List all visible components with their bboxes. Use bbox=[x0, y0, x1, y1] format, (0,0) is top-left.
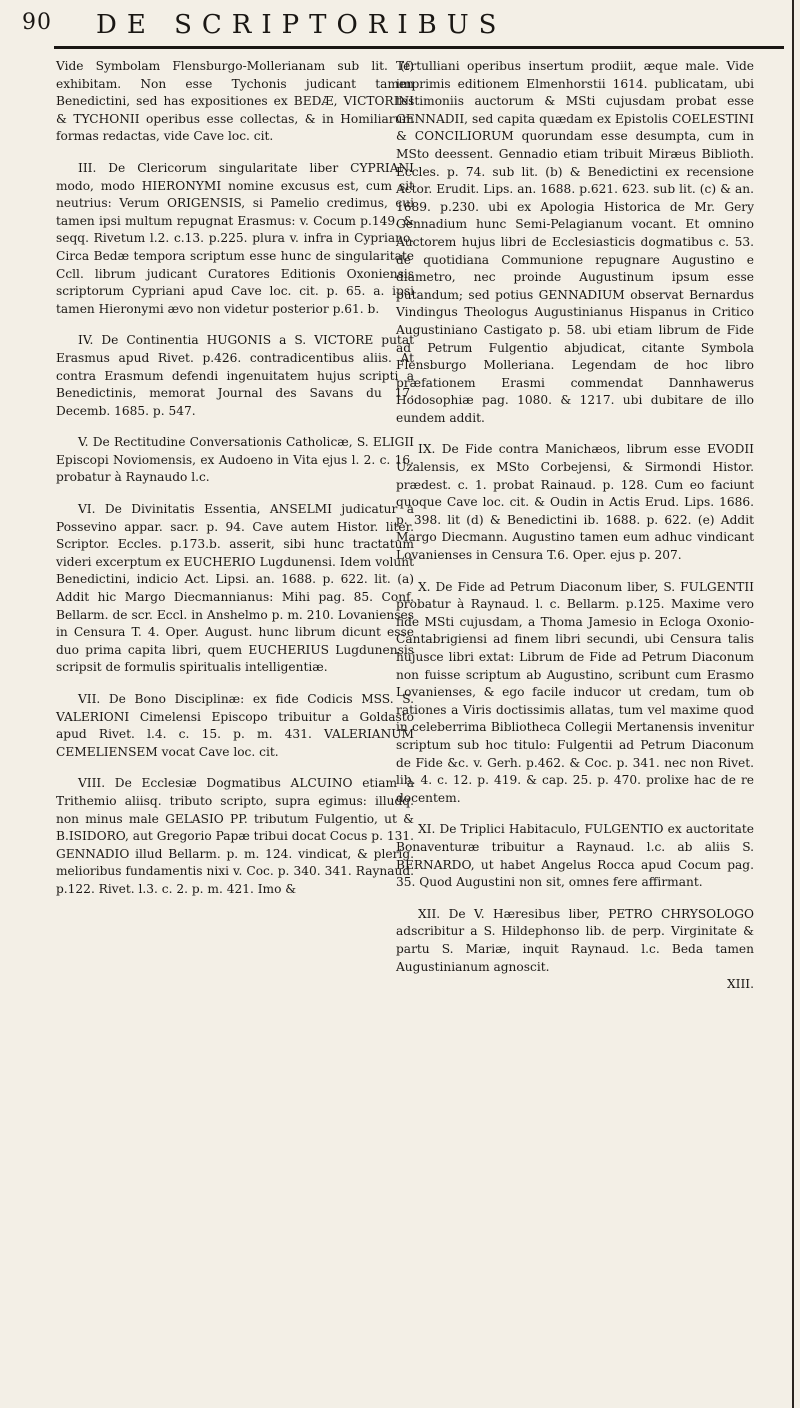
right-column bbox=[396, 58, 754, 994]
header-rule bbox=[54, 46, 784, 49]
paragraph-iii: III. De Clericorum singularitate liber CYPRIANI modo, modo HIERONYMI nomine excusus est, cum sit neutrius: Verum ORIGENSIS, si Pamelio credimus, cui tamen ipsi multum repugnat Erasmus: v. Cocum p.149. & seqq. Rivetum l.2. c.13. p.225. plura v. infra in Cypriano. Circa Bedæ tempora scriptum esse hunc de singularitate Ccll. librum judicant Curatores Editionis Oxoniensis scriptorum Cypriani apud Cave loc. cit. p. 65. a. ipsi tamen Hieronymi ævo non videtur posterior p.61. b. bbox=[56, 160, 414, 316]
page-edge bbox=[792, 0, 794, 1408]
paragraph-v: V. De Rectitudine Conversationis Catholicæ, S. ELIGII Episcopi Noviomensis, ex Audoeno in Vita ejus l. 2. c. 16. probatur à Raynaudo l.c. bbox=[56, 435, 414, 485]
running-title: DE SCRIPTORIBUS bbox=[96, 10, 507, 40]
left-column bbox=[56, 58, 414, 899]
paragraph-xii: XII. De V. Hæresibus liber, PETRO CHRYSOLOGO adscribitur a S. Hildephonso lib. de perp. Virginitate & partu S. Mariæ, inquit Raynaud. l.c. Beda tamen Augustinianum agnoscit. bbox=[396, 906, 754, 974]
paragraph-xi: XI. De Triplici Habitaculo, FULGENTIO ex auctoritate Bonaventuræ tribuitur a Raynaud. l.c. ab aliis S. BERNARDO, ut habet Angelus Rocca apud Cocum pag. 35. Quod Augustini non sit, omnes fere affirmant. bbox=[396, 822, 754, 890]
paragraph-vii: VII. De Bono Disciplinæ: ex fide Codicis MSS. S. VALERIONI Cimelensi Episcopo tribuitur a Goldasto apud Rivet. l.4. c. 15. p. m. 431. VALERIANUM CEMELIENSEM vocat Cave loc. cit. bbox=[56, 692, 414, 759]
paragraph-iv: IV. De Continentia HUGONIS a S. VICTORE putat Erasmus apud Rivet. p.426. contradicentibus aliis. At contra Erasmum defendi ingenuitatem hujus scripti a Benedictinis, memorat Journal des Savans du 17. Decemb. 1685. p. 547. bbox=[56, 333, 414, 418]
page-number: 90 bbox=[22, 10, 52, 35]
page-header bbox=[0, 0, 800, 58]
paragraph-viii: VIII. De Ecclesiæ Dogmatibus ALCUINO etiam à Trithemio aliisq. tributo scripto, supra egimus: illudq. non minus male GELASIO PP. tributum Fulgentio, ut & B.ISIDORO, aut Gregorio Papæ tribui docat Cocus p. 131. GENNADIO illud Bellarm. p. m. 124. vindicat, & plerig. melioribus fundamentis nixi v. Coc. p. 340. 341. Raynaud. p.122. Rivet. l.3. c. 2. p. m. 421. Imo & bbox=[56, 776, 414, 896]
paragraph-ix: IX. De Fide contra Manichæos, librum esse EVODII Uzalensis, ex MSto Corbejensi, & Sirmondi Histor. prædest. c. 1. probat Rainaud. p. 128. Cum eo faciunt quoque Cave loc. cit. & Oudin in Actis Erud. Lips. 1686. p. 398. lit (d) & Benedictini ib. 1688. p. 622. (e) Addit Margo Diecmann. Augustino tamen eum adhuc vindicant Lovanienses in Censura T.6. Oper. ejus p. 207. bbox=[396, 442, 754, 563]
paragraph-vide: Vide Symbolam Flensburgo-Mollerianam sub lit. (f) exhibitam. Non esse Tychonis judicant tamen Benedictini, sed has expositiones ex BEDÆ, VICTORINI & TYCHONII operibus esse collectas, & in Homiliarum formas redactas, vide Cave loc. cit. bbox=[56, 59, 414, 144]
paragraph-x: X. De Fide ad Petrum Diaconum liber, S. FULGENTII probatur à Raynaud. l. c. Bellarm. p.125. Maxime vero fide MSti cujusdam, a Thoma Jamesio in Ecloga Oxonio-Cantabrigiensi ad finem libri secundi, ubi Censura talis hujusce libri extat: Librum de Fide ad Petrum Diaconum non fuisse scriptum ab Augustino, scribunt cum Erasmo Lovanienses, & ego facile inducor ut credam, tum ob rationes a Viris doctissimis allatas, tum vel maxime quod in celeberrima Bibliotheca Collegii Mertanensis invenitur scriptum sub hoc titulo: Fulgentii ad Petrum Diaconum de Fide &c. v. Gerh. p.462. & Coc. p. 341. nec non Rivet. lib. 4. c. 12. p. 419. & cap. 25. p. 470. prolixe hac de re docentem. bbox=[396, 579, 754, 805]
catchword: XIII. bbox=[727, 977, 754, 992]
paragraph-continuation: Tertulliani operibus insertum prodiit, æque male. Vide imprimis editionem Elmenhorstii 1614. publicatam, ubi testimoniis auctorum & MSti cujusdam probat esse GENNADII, sed capita quædam ex Epistolis COELESTINI & CONCILIORUM quorundam esse desumpta, cum in MSto deessent. Gennadio etiam tribuit Miræus Biblioth. Eccles. p. 74. sub lit. (b) & Benedictini ex recensione Actor. Erudit. Lips. an. 1688. p.621. 623. sub lit. (c) & an. 1689. p.230. ubi ex Apologia Historica de Mr. Gery Gennadium hunc Semi-Pelagianum vocant. Et omnino Auctorem hujus libri de Ecclesiasticis dogmatibus c. 53. de quotidiana Communione repugnare Augustino e diametro, nec proinde Augustinum ipsum esse putandum; sed potius GENNADIUM observat Bernardus Vindingus Theologus Augustinianus Hispanus in Critico Augustiniano Castigato p. 58. ubi etiam librum de Fide ad Petrum Fulgentio abjudicat, citante Symbola Flensburgo Molleriana. Legendam de hoc libro præfationem Erasmi commendat Dannhawerus Hodosophiæ pag. 1080. & 1217. ubi dubitare de illo eundem addit. bbox=[396, 59, 754, 425]
paragraph-vi: VI. De Divinitatis Essentia, ANSELMI judicatur a Possevino appar. sacr. p. 94. Cave autem Histor. liter. Scriptor. Eccles. p.173.b. asserit, sibi hunc tractatum videri excerptum ex EUCHERIO Lugdunensi. Idem volunt Benedictini, indicio Act. Lipsi. an. 1688. p. 622. lit. (a) Addit hic Margo Diecmannianus: Mihi pag. 85. Conf. Bellarm. de scr. Eccl. in Anshelmo p. m. 210. Lovanienses in Censura T. 4. Oper. August. hunc librum dicunt esse duo prima capita libri, quem EUCHERIUS Lugdunensis scripsit de formulis spiritualis intelligentiæ. bbox=[56, 502, 414, 675]
